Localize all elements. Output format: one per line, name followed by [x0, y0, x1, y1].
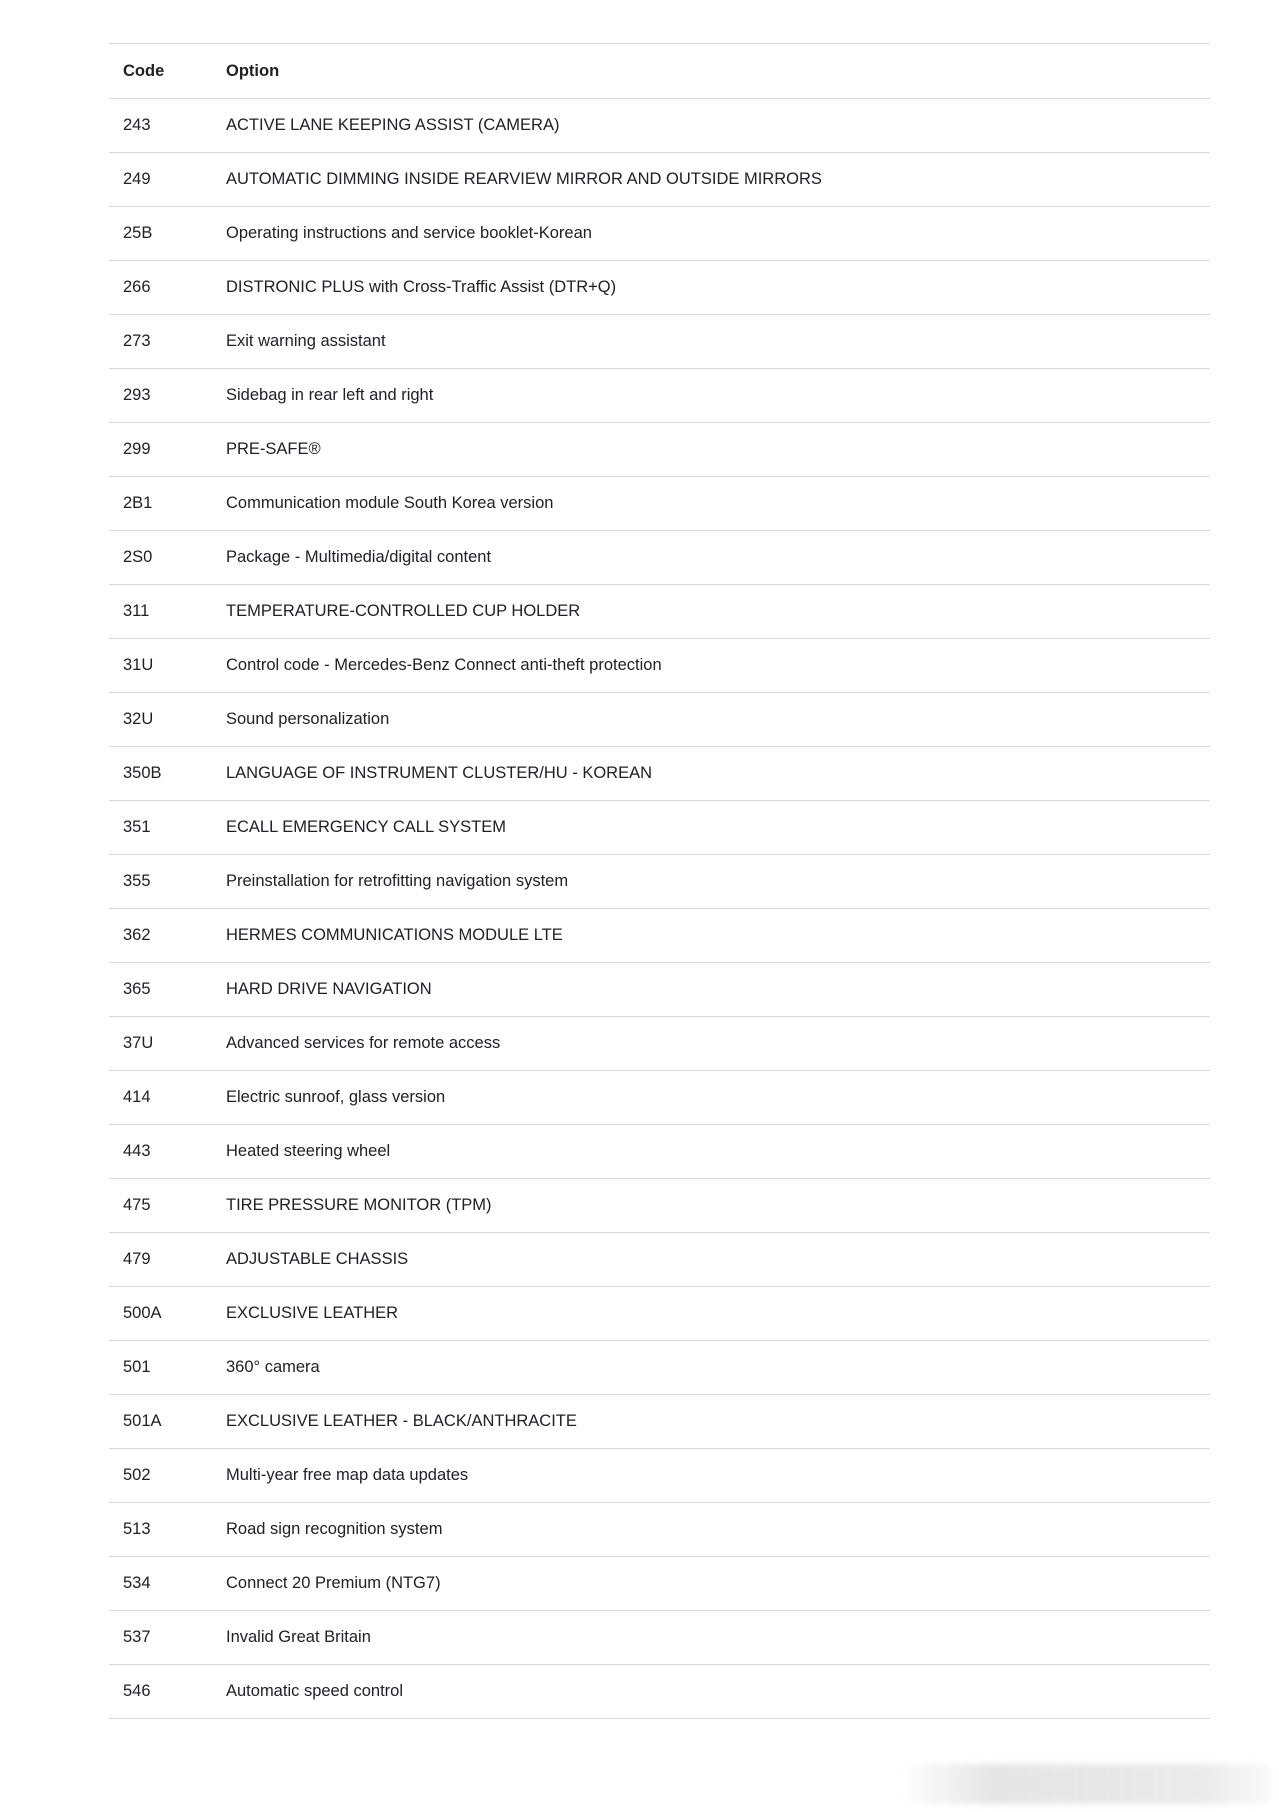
table-row	[109, 909, 1210, 963]
option-description: Exit warning assistant	[226, 332, 386, 350]
option-code: 350B	[123, 764, 162, 782]
option-description: EXCLUSIVE LEATHER	[226, 1304, 399, 1322]
option-description: AUTOMATIC DIMMING INSIDE REARVIEW MIRROR AND OUTSIDE MIRRORS	[226, 170, 822, 188]
option-description: Sidebag in rear left and right	[226, 386, 434, 404]
option-code: 249	[123, 170, 151, 188]
option-code: 37U	[123, 1034, 154, 1052]
table-row	[109, 153, 1210, 207]
option-code: 414	[123, 1088, 151, 1106]
option-code: 25B	[123, 224, 153, 242]
table-row	[109, 423, 1210, 477]
options-table	[109, 43, 1210, 1719]
option-description: Heated steering wheel	[226, 1142, 391, 1160]
option-description: TEMPERATURE-CONTROLLED CUP HOLDER	[226, 602, 581, 620]
table-row	[109, 1341, 1210, 1395]
table-row	[109, 1179, 1210, 1233]
option-description: Package - Multimedia/digital content	[226, 548, 492, 566]
table-row	[109, 1503, 1210, 1557]
option-code: 475	[123, 1196, 151, 1214]
option-code: 293	[123, 386, 151, 404]
option-description: LANGUAGE OF INSTRUMENT CLUSTER/HU - KOREAN	[226, 764, 652, 782]
option-code: 479	[123, 1250, 151, 1268]
table-body	[109, 99, 1210, 1719]
option-description: Operating instructions and service booklet-Korean	[226, 224, 592, 242]
option-description: Preinstallation for retrofitting navigation system	[226, 872, 569, 890]
table-row	[109, 1017, 1210, 1071]
option-code: 31U	[123, 656, 154, 674]
option-code: 537	[123, 1628, 151, 1646]
option-description: 360° camera	[226, 1358, 320, 1376]
table-row	[109, 1071, 1210, 1125]
table-row	[109, 99, 1210, 153]
option-code: 502	[123, 1466, 151, 1484]
option-description: Automatic speed control	[226, 1682, 404, 1700]
table-row	[109, 477, 1210, 531]
option-code: 351	[123, 818, 151, 836]
option-code: 513	[123, 1520, 151, 1538]
option-description: Electric sunroof, glass version	[226, 1088, 446, 1106]
option-description: ACTIVE LANE KEEPING ASSIST (CAMERA)	[226, 116, 560, 134]
option-code: 2B1	[123, 494, 153, 512]
option-description: ADJUSTABLE CHASSIS	[226, 1250, 409, 1268]
table-header-row	[109, 44, 1210, 99]
header-option: Option	[226, 61, 280, 80]
option-code: 243	[123, 116, 151, 134]
option-code: 311	[123, 602, 150, 620]
option-code: 365	[123, 980, 151, 998]
option-code: 443	[123, 1142, 151, 1160]
table-row	[109, 1611, 1210, 1665]
table-row	[109, 1449, 1210, 1503]
table-row	[109, 855, 1210, 909]
option-description: Multi-year free map data updates	[226, 1466, 469, 1484]
option-code: 500A	[123, 1304, 162, 1322]
table-row	[109, 639, 1210, 693]
option-description: HERMES COMMUNICATIONS MODULE LTE	[226, 926, 563, 944]
table-row	[109, 801, 1210, 855]
option-description: DISTRONIC PLUS with Cross-Traffic Assist (DTR+Q)	[226, 278, 617, 296]
option-code: 299	[123, 440, 151, 458]
option-code: 273	[123, 332, 151, 350]
table-row	[109, 369, 1210, 423]
option-code: 2S0	[123, 548, 153, 566]
option-description: Control code - Mercedes-Benz Connect anti-theft protection	[226, 656, 662, 674]
option-code: 362	[123, 926, 151, 944]
option-code: 546	[123, 1682, 151, 1700]
table-row	[109, 1233, 1210, 1287]
table-row	[109, 315, 1210, 369]
table-row	[109, 693, 1210, 747]
option-description: Road sign recognition system	[226, 1520, 443, 1538]
table-row	[109, 207, 1210, 261]
option-description: PRE-SAFE®	[226, 440, 321, 458]
watermark	[900, 1764, 1270, 1804]
table-row	[109, 1557, 1210, 1611]
header-code: Code	[123, 61, 165, 80]
table-row	[109, 747, 1210, 801]
table-row	[109, 1665, 1210, 1719]
table-row	[109, 1395, 1210, 1449]
option-description: Connect 20 Premium (NTG7)	[226, 1574, 441, 1592]
option-description: ECALL EMERGENCY CALL SYSTEM	[226, 818, 506, 836]
table-row	[109, 1125, 1210, 1179]
table-row	[109, 261, 1210, 315]
option-description: Sound personalization	[226, 710, 390, 728]
table-row	[109, 531, 1210, 585]
option-code: 501	[123, 1358, 151, 1376]
table-row	[109, 1287, 1210, 1341]
table-row	[109, 963, 1210, 1017]
option-code: 534	[123, 1574, 151, 1592]
option-code: 355	[123, 872, 151, 890]
option-description: EXCLUSIVE LEATHER - BLACK/ANTHRACITE	[226, 1412, 577, 1430]
table-row	[109, 585, 1210, 639]
option-description: HARD DRIVE NAVIGATION	[226, 980, 432, 998]
option-description: TIRE PRESSURE MONITOR (TPM)	[226, 1196, 492, 1214]
option-code: 501A	[123, 1412, 162, 1430]
option-code: 266	[123, 278, 151, 296]
option-code: 32U	[123, 710, 154, 728]
option-description: Advanced services for remote access	[226, 1034, 501, 1052]
option-description: Invalid Great Britain	[226, 1628, 371, 1646]
option-description: Communication module South Korea version	[226, 494, 554, 512]
